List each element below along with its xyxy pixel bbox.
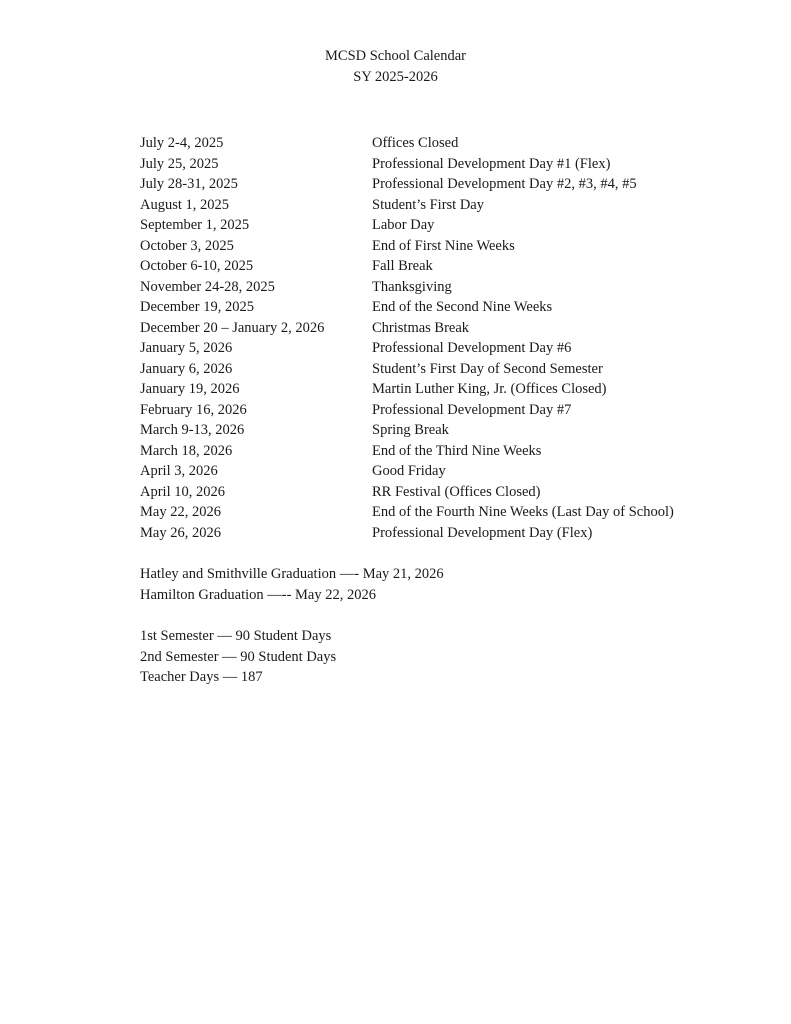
schedule-date: November 24-28, 2025 — [140, 278, 275, 295]
schedule-date: December 20 – January 2, 2026 — [140, 319, 325, 336]
schedule-date: April 3, 2026 — [140, 463, 218, 479]
schedule-date: January 6, 2026 — [140, 360, 233, 377]
schedule-row — [140, 379, 760, 400]
school-year: SY 2025-2026 — [353, 69, 438, 85]
schedule-event: Good Friday — [372, 463, 446, 479]
schedule-date: October 6-10, 2025 — [140, 258, 254, 274]
schedule-event: Professional Development Day #2, #3, #4, #5 — [372, 176, 637, 192]
schedule-event: Offices Closed — [372, 135, 459, 151]
schedule-date: August 1, 2025 — [140, 196, 230, 213]
schedule-row — [140, 174, 760, 195]
schedule-row — [140, 400, 760, 421]
schedule-row — [140, 154, 760, 175]
schedule-date: May 26, 2026 — [140, 524, 221, 541]
schedule-event: Christmas Break — [372, 319, 470, 336]
schedule-date: September 1, 2025 — [140, 217, 250, 233]
schedule-row — [140, 277, 760, 298]
schedule-event: Professional Development Day #6 — [372, 340, 572, 356]
schedule-date: April 10, 2026 — [140, 483, 225, 500]
schedule-date: July 28-31, 2025 — [140, 176, 238, 192]
schedule-event: End of the Second Nine Weeks — [372, 299, 553, 315]
schedule-event: Thanksgiving — [372, 278, 452, 295]
schedule-event: Student’s First Day — [372, 196, 484, 213]
schedule-event: Professional Development Day (Flex) — [372, 524, 593, 541]
schedule-row — [140, 318, 760, 339]
schedule-row — [140, 256, 760, 277]
schedule-date: May 22, 2026 — [140, 504, 221, 520]
document-title: MCSD School Calendar — [325, 48, 466, 64]
schedule-row — [140, 359, 760, 380]
schedule-row — [140, 441, 760, 462]
schedule-row — [140, 482, 760, 503]
schedule-event: Student’s First Day of Second Semester — [372, 360, 603, 377]
schedule-row — [140, 420, 760, 441]
title-block — [0, 46, 791, 88]
schedule-date: February 16, 2026 — [140, 401, 247, 418]
total-line: Teacher Days — 187 — [140, 669, 263, 685]
schedule-row — [140, 215, 760, 236]
schedule-date: July 2-4, 2025 — [140, 135, 224, 151]
schedule-row — [140, 297, 760, 318]
schedule-row — [140, 502, 760, 523]
graduation-line: Hatley and Smithville Graduation —- May 21, 2026 — [140, 566, 444, 582]
schedule-date: December 19, 2025 — [140, 299, 254, 315]
schedule-date: July 25, 2025 — [140, 155, 219, 172]
schedule-date: January 19, 2026 — [140, 381, 240, 397]
schedule-event: End of First Nine Weeks — [372, 237, 515, 254]
total-line: 2nd Semester — 90 Student Days — [140, 648, 337, 665]
schedule-event: RR Festival (Offices Closed) — [372, 483, 541, 500]
schedule-event: Spring Break — [372, 422, 449, 438]
calendar-schedule — [140, 133, 760, 543]
schedule-event: Labor Day — [372, 217, 435, 233]
schedule-date: March 18, 2026 — [140, 442, 233, 459]
graduation-line: Hamilton Graduation —-- May 22, 2026 — [140, 586, 376, 603]
schedule-row — [140, 133, 760, 154]
schedule-date: October 3, 2025 — [140, 237, 234, 254]
schedule-row — [140, 461, 760, 482]
graduation-dates — [140, 564, 444, 605]
schedule-date: January 5, 2026 — [140, 340, 233, 356]
total-line: 1st Semester — 90 Student Days — [140, 628, 332, 644]
schedule-event: Professional Development Day #7 — [372, 401, 572, 418]
schedule-event: End of the Third Nine Weeks — [372, 442, 542, 459]
day-totals — [140, 626, 336, 688]
schedule-row — [140, 338, 760, 359]
schedule-date: March 9-13, 2026 — [140, 422, 245, 438]
schedule-event: End of the Fourth Nine Weeks (Last Day of School) — [372, 504, 674, 520]
schedule-event: Martin Luther King, Jr. (Offices Closed) — [372, 381, 607, 397]
schedule-event: Professional Development Day #1 (Flex) — [372, 155, 611, 172]
schedule-row — [140, 195, 760, 216]
schedule-row — [140, 523, 760, 544]
schedule-event: Fall Break — [372, 258, 433, 274]
schedule-row — [140, 236, 760, 257]
